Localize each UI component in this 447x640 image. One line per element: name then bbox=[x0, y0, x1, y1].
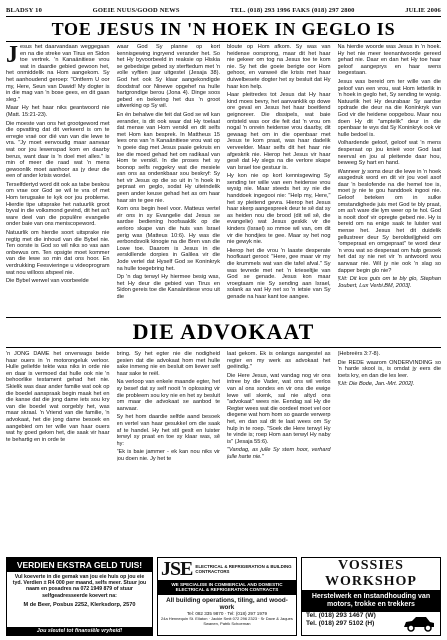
page-header bbox=[6, 4, 441, 16]
ad3-tel-home: Tel. (018) 297 5102 (H) bbox=[305, 619, 375, 627]
article2-col-1: 'n JONG DAME het onverwags beide haar ouers in 'n motorongeluk verloor. Hulle geliefde tekte was niks in orde nie en daar is vermoed dat hulle ook nie 'n behoorlike testament gehad het nie. Skielik was daar ander familie wat ook op die boedel aanspraak begin maak het en die kanse dat die jong dame iets sou kry van die boedel wat oorgebly het, was maar skraal. 'n Vriend van die familie, 'n advokaat, het die jong dame besoek en aangebied om ter wille van haar ouers wat hy goed geken het, die saak vir haar te behartig en in orde te bbox=[6, 351, 110, 443]
article1-col-4: Na hierdie woorde was Jesus in 'n hoek. Hy het nie meer teenantwoorde gereed gehad nie. Daar en dan het Hy toe haar geloof aangeprys en haar wens toegestaan. Jesus was bereid om ter wille van die geloof van een vrou, wat Hom letterlik in 'n hoek in geglo het, Sy sending te wysig. Natuurlik het Hy deurabaar Sy aardse opdrade die deur na die Koninkryk van God vir die heidene oopgebou. Maar nou doen Hy dit "amptelik" deur in die openbaar te wys dat Sy Koninkryk ook vir hulle bedoel is. Volhardende geloof, geloof wat 'n mens desperaat op jou knieë voor God laat neerval en jou al pleitende daar hou, beweeg Sy hart en hand. Wanneer jy soms deur die lewe in 'n hoek vasgedruk word en dit vir jou voel asof daar 'n beslofende na die hemel toe is, moet jy nie te gou handdoek ingooi nie. Geloof beteken om in sulke omstandighede juis met God te bly praat, om as't ware die lym weer op te hol. God is nooit doof vir opregte gebed nie. Hy is bereid om na enige saak te luister wat mense het. Jesus het dit duidelik gellustreer deur Sy beroldwiljgheid om "ompepraat en omgepraat" te word deur 'n vrou wat so desperaat om hulp gesoek het dat sy nie net vir 'n antwoord wou aanvaar nie. Wil jy nie ook 'n slag so dapper begin glo nie? [Uit: Dit kos guts om te bly glo, Stephan Joubert, Lux Verbi.BM, 2003]. bbox=[337, 44, 441, 289]
article2-col-3: laat gekom. Ek is onlangs aangestel as regter en my werk as advokaat het geëindig." Die Here Jesus, wat vandag nog vir ons intree by die Vader, wat ons wil verlos van al ons sondes en vir ons die ewige lewe wil skenk, sal nie altyd ons "advokaat" wees nie. Eendag sal Hy die Regter wees wat die oordeel moet vel oor diegene wat hom hom so gaarde verwerp het, en dan sal dit te laat wees om Sy hulp in te roep. "Soek die Here terwyl Hy te vinde is; roep Hom aan terwyl Hy naby is" (Jesaja 55:6). "Vandag, as julle Sy stem hoor, verhard julle harte nie." bbox=[227, 351, 331, 460]
ad1-body: Vul koeverte in die gemak van jou eie huis op jou eie tyd. Verdien ± R4 000 per maand, selfs meer. Stuur jou naam en posadres na 072 1949 879 of stuur selfgeadresseerde koevert na: M de Beer, Posbus 2252, Klerksdorp, 2570 bbox=[12, 574, 147, 608]
article2-title-rule bbox=[6, 347, 441, 348]
advertisements bbox=[6, 557, 441, 636]
article1-col-2: waar God Sy planne op kort kennisgewing ingryend verander het. So het Hy byvoorbeeld in reaksie op Hiskia se gebedsige gebed sy sterftedum met 'n volle vyftien jaar uitgestel (Jesaja 38). God het ook Sy klaar aangekondigde doodstraf oor Ninewe opgehef na hulle hartgrondige berou (Jona 4). Dinge soos gebed en bekering het dus 'n groot uitwerking op Sy wil. En én behalwe die feit dat God se wil kan verander, is dit ook waar dat Hy toelaat dat mense van Hom verskil en dit selfs met Hom kan besprek. In Mattheus 15 lees ons van 'n Kanaänitiese vrou wat op 'n goeie dag met Jesus paaie gekruis en toe die moed gehad het om radikaal van Hom te verskil. In die proses het sy boonop selfs reggekry wat die mesiele van ons as ondenkbaar sou beskryf: Sy het vir Jesus op die so uit in 'n hoek in gepraat en geglo, sodat Hy uiteindelik geen ander keuse gehad het as om haar haar sin te gee nie. Kom ons begin heel voor. Matteus vertel vir ons in sy Evangelie dat Jesus se aardse bediening hoofsaaklik op die verloro skape van die huis van Israel gerig was (Matteus 10:6). Hy was die verbondsvolk kinogie na die Bren van die Lowe toe. Daarom is Jesus in die verskillende dorpies in Galilea vir die Jode vertel dat Hyself God se Koninkryk na hulle toegebring het. Op 'n dag terwyl Hy hiermee besig was, het Hy deur die gebied van Tirus en Sidon gereis toe die Kanaänitiese vrou uit die bbox=[116, 44, 220, 300]
article1-body bbox=[6, 44, 441, 314]
publication-name: GOEIE NUUS/GOOD NEWS bbox=[92, 6, 180, 14]
ad2-logo-sub: ELECTRICAL & REFRIGERATION & BUILDING CONTRACTORS bbox=[195, 564, 292, 574]
article1-col-1: Jesus het daarvandaan weggegaan en na die streke van Tirus en Sidon toe vertrek. 'n Kanaänitiese vrou wat in daardie gebied gewoon het, het onmiddelik na Hom aangekom. Sy het aanhoudend geroep: "Ontferm U oor my, Here, Seun van Dawid! My dogter is in die mag van 'n bose gees, en dit gaan sleg." Maar Hy het haar niks geantwoord nie (Matt. 15:21-23). Die moeste van ons het grootgeword met die opvatting dat dit verkeerd is om te erregie vraé oor dié van van die lewe te vra. "Jy moet eenvoudig maar aanvaar wat oor jou lewenspad kom en daarby berus, want daar is 'n doel met alles." is min of meer die raad wat 'n mens gewoonlik moet aanhoor as jy deur die een of ander krisis wordel. Terselfdertyd word dit ook as tabe beskou om vrae oor God se wil te vra of met Hom terugsake te kyk oor jou probleme. Hierdie tipe uitsprake het natuurlik groot byval in die volksmond gevind, dit het as't ware deel van die populêre evangelie onder baie van ons meniscopeword. Natuurlik om hierdie soort uitsprake nie regtig met die inhoud van die Bybel nie. Ten oorste is God so wil niks so vas aan onbewus om. Ten opsigte moet kommer van die lewe so min dat ons hoor. En verdrukking Feesvieringe u videoprogram wat nou willoos afspeel nie. Die Bybel werwel van voorbeelde bbox=[6, 44, 110, 285]
article2-col-2: bring. Sy het egter nie die nodigheid gesien dat die advokaat hom met hulle sake inmeng nie en besluit om liewer self haar sake te reël. Na verloop van enkele maande egter, het sy besef dat sy self nooit 'n oplossing vir die probleem sou kry nie en het sy besluit om maar die advokaat se aanbod te aanvaar. Sy het hom daardie selfde aand besoek en vertel van haar gesukkel om die saak af te handel. Hy het stil geslt en luister terwyl sy praat en toe sy klaar was, sê hy: "Ek is baie jammer - ek kan nou niks vir jou doen nie. Jy het te bbox=[116, 351, 220, 462]
ad-jse-contractors bbox=[157, 557, 297, 636]
article1-title-rule bbox=[6, 41, 441, 42]
ad2-logo-row bbox=[158, 558, 296, 580]
article1-col-3: bloute op Hom afkom. Sy was van heidense oorsprong, maar dit het haar nie gekeer om tog na Jesus toe te kom nie. Sy het die goeie berigte oor Hom gehoor, en vanweë die krisis met haar duiwelbesete dogter het sy besluit dat Hy haar kon help. Haar pleitredes tot Jesus dat Hy haar kind moes bevry, het aanvanklik op dowe ore geval en Jesus het haar boeitlend geignoreer. Die dissipels, wat baie ontsteld was oor die feit dat 'n vrou om nogal 'n onrein heidense vrou daarby, dit gewaag het om in die openbaar met Jesus te kom praat, was haar dadelik verveelder. Maar selfs dit het haar nie afgeskrik nie. Hierop het Jesus vir haar gesê dat Hy slegs na die verlore skape van Israel toe gestuur is. Hy kon nie op kort kennisgewing Sy sending ter wille van een heidense vrou wysig nie. Maar steeds het sy nie die handdoek ingegooi nie: "Help my, Here," het sy pleitend gevra. Hierop het Jesus haar skerp aangespreek deur te sê dat sy as heiden nou die brood (dit wil sê, die evangelie) wat Jesus geskik vir die kinders (Israel) so mmoe wil van, om dit vir die hondjies te gee. Maar sy het nog nie gewyk nie. Hierop het die vrou 'n laaste desperate hoofkaart gerooi: "Here, gee maar vir my die krummels wat van die tafel afval." Sy was tevrede met net 'n krieseltjie van God se genade. Jesus kon maar vroegtaam nie Sy sending aan Israel, solank as wat Hy net so 'n ietsie van Sy genade na haar kant toe aangee. bbox=[227, 44, 331, 300]
ad2-address: 24a Hennequin St. Ellaton · Jackie Smit 072 296 2323 · Sr Dave & Jaques Swanen, Patrik Schoeman bbox=[161, 615, 293, 626]
ad3-tel-work: Tel. (018) 293 1467 (W) bbox=[305, 611, 376, 619]
article2-top-rule bbox=[6, 317, 441, 318]
ad1-footer: Jou sleutel tot finansiële vryheid! bbox=[7, 627, 152, 635]
ad3-services: Herstelwerk en Instandhouding van motors, trokke en trekkers bbox=[302, 591, 440, 612]
ad1-heading: VERDIEN EKSTRA GELD TUIS! bbox=[7, 558, 152, 572]
page-number: BLADSY 10 bbox=[6, 6, 43, 14]
ad-extra-money bbox=[6, 557, 153, 636]
ad3-name: VOSSIES WORKSHOP bbox=[302, 558, 440, 591]
contact-phone: TEL. (018) 293 1996 FAKS (018) 297 2800 bbox=[230, 6, 355, 14]
article2-col-4: (Hebreërs 3:7-8). Die REDE waarom ONDERVINDING so 'n harde skool is, is omdat jy eers die toets kry, en dan die les leer. [Uit: Die Bode, Jan.-Mrt. 2002]. bbox=[337, 351, 441, 388]
ad-vossies-workshop bbox=[301, 557, 441, 636]
article1-title: TOE JESUS IN 'N HOEK IN GEGLO IS bbox=[51, 19, 396, 39]
article2-title: DIE ADVOKAAT bbox=[132, 319, 315, 344]
article2-body bbox=[6, 351, 441, 553]
ad2-phones: Tel: 082 335 9870 · Tel: (018) 297 1979 bbox=[186, 611, 267, 617]
car-icon bbox=[402, 614, 436, 632]
jse-logo: JSE bbox=[160, 558, 193, 580]
issue-date: JULIE 2006 bbox=[405, 6, 441, 14]
ad2-services: All building operations, tiling, and wood-work bbox=[166, 596, 288, 612]
dropcap-j: J bbox=[6, 44, 18, 68]
ad2-strip: WE SPECIALISE IN COMMERCIAL AND DOMESTIC ELECTRICAL & REFRIGERATION CONTRACTS bbox=[158, 580, 296, 595]
header-rule bbox=[6, 16, 441, 17]
